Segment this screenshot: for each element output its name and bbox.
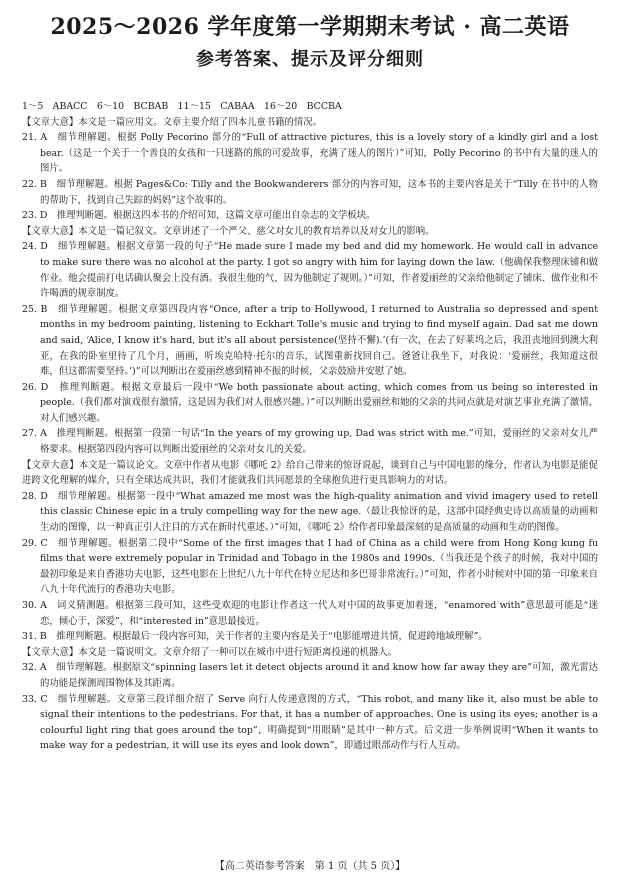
explanation-q29: 29. C 细节理解题。根据第二段中“Some of the first images that I had of China as a child were from Hong Kong kung fu films that were extremely popular in Trinidad and Tobago in the 1980s and 1990s.（当我还是个孩子的时候，我对中国的最初印象是来自香港功夫电影，这些电影在上世纪八九十年代在特立尼达和多巴哥非常流行。）”可知，作者小时候对中国的第一印象来自八九十年代流行的香港功夫电影。 bbox=[22, 537, 598, 596]
summary-passage-d: 【文章大意】本文是一篇说明文。文章介绍了一种可以在城市中进行短距离投递的机器人。 bbox=[22, 646, 398, 658]
summary-passage-c: 【文章大意】本文是一篇议论文。文章中作者从电影《哪吒 2》给自己带来的惊讶说起，谈到自己与中国电影的缘分，作者认为电影是能促进跨文化理解的媒介，只有全球达成共识，我们才能就我们共同愿景的全球抱负进行更具影响力的对话。 bbox=[22, 459, 598, 487]
explanation-q21: 21. A 细节理解题。根据 Polly Pecorino 部分的“Full of attractive pictures, this is a lovely story of a kindly girl and a lost bear.（这是一个关于一个善良的女孩和一只迷路的熊的可爱故事，充满了迷人的图片）”可知，Polly Pecorino 的书中有大量的迷人的图片。 bbox=[22, 132, 598, 175]
explanation-q26: 26. D 推理判断题。根据文章最后一段中“We both passionate about acting, which comes from us being so interested in people.（我们都对演戏很有激情，这是因为我们对人很感兴趣。）”可以判断出爱丽丝和她的父亲的共同点就是对演艺事业充满了激情，对人们感兴趣。 bbox=[22, 381, 598, 424]
explanation-q28: 28. D 细节理解题。根据第一段中“What amazed me most was the high-quality animation and vivid imagery used to retell this classic Chinese epic in a truly compelling way for the new age.（最让我惊讶的是，这部中国经典史诗以高质量的动画和生动的图像，以一种真正引人注目的方式在新时代重述。）”可知，《哪吒 2》给作者印象最深刻的是高质量的动画和生动的图像。 bbox=[22, 490, 598, 534]
explanation-q30: 30. A 词义猜测题。根据第三段可知，这些受欢迎的电影让作者这一代人对中国的故事更加着迷，“enamored with”意思最可能是“迷恋，倾心于，深爱”，和“interested in”意思最接近。 bbox=[22, 600, 598, 627]
explanation-q27: 27. A 推理判断题。根据第一段第一句话“In the years of my growing up, Dad was strict with me.”可知，爱丽丝的父亲对女儿严格要求。根据第四段内容可以判断出爱丽丝的父亲对女儿的关爱。 bbox=[22, 428, 598, 456]
multiple-choice-answer-key: 1～5 ABACC 6～10 BCBAB 11～15 CABAA 16～20 BCCBA bbox=[22, 101, 342, 112]
explanation-q32: 32. A 细节理解题。根据原文“spinning lasers let it detect objects around it and know how far away they are”可知，激光雷达的功能是探测周围物体及其距离。 bbox=[22, 662, 598, 689]
page-footer: 【高二英语参考答案 第 1 页（共 5 页）】 bbox=[214, 861, 406, 872]
answer-content bbox=[22, 99, 598, 754]
explanation-q22: 22. B 细节理解题。根据 Pages&Co: Tilly and the Bookwanderers 部分的内容可知，这本书的主要内容是关于“Tilly 在书中的人物的帮助下，找到自己失踪的妈妈”这个故事的。 bbox=[22, 178, 598, 206]
explanation-q31: 31. B 推理判断题。根据最后一段内容可知，关于作者的主要内容是关于“电影能增进共情，促进跨地域理解”。 bbox=[22, 631, 488, 643]
explanation-q25: 25. B 细节理解题。根据文章第四段内容“Once, after a trip to Hollywood, I returned to Australia so depressed and spent months in my bedroom painting, listening to Eckhart Tolle's music and trying to find myself again. Dad sat me down and said, ‘Alice, I know it's hard, but it's all about persistence(坚持不懈).’(有一次，在去了好莱坞之后，我沮丧地回到澳大利亚，在我的卧室里待了几个月，画画，听埃克哈特·托尔的音乐，试图重新找回自己。爸爸让我坐下，对我说：‘爱丽丝，我知道这很难，但这都需要坚持。’)”可以判断出在爱丽丝感到精神不振的时候，父亲鼓励并安慰了她。 bbox=[22, 303, 598, 378]
page-title: 2025～2026 学年度第一学期期末考试 · 高二英语 bbox=[50, 14, 570, 40]
explanation-q24: 24. D 细节理解题。根据文章第一段的句子“He made sure I made my bed and did my homework. He would call in advance to make sure there was no alcohol at the party. I got so angry with him for laying down the law.（他确保我整理床铺和做作业。他会提前打电话确认聚会上没有酒。我很生他的气，因为他制定了规则。）”可知，作者爱丽丝的父亲给他制定了铺床、做作业和不许喝酒的规章制度。 bbox=[22, 241, 598, 300]
explanation-q33: 33. C 细节理解题。文章第三段详细介绍了 Serve 向行人传递意图的方式，“This robot, and many like it, also must be able to signal their intentions to the pedestrians. For that, it has a number of approaches. One is using its eyes; another is a colourful light ring that goes around the top”，明确提到“用眼睛”是其中一种方式。后文进一步举例说明“When it wants to make way for a pedestrian, it will use its eyes and look down”，即通过眼部动作与行人互动。 bbox=[22, 693, 598, 752]
explanation-q23: 23. D 推理判断题。根据这四本书的介绍可知，这篇文章可能出自杂志的文学板块。 bbox=[22, 210, 376, 222]
summary-passage-a: 【文章大意】本文是一篇应用文。文章主要介绍了四本儿童书籍的情况。 bbox=[22, 116, 323, 128]
page-subtitle: 参考答案、提示及评分细则 bbox=[196, 49, 424, 70]
summary-passage-b: 【文章大意】本文是一篇记叙文。文章讲述了一个严父、慈父对女儿的教育培养以及对女儿的影响。 bbox=[22, 225, 435, 237]
